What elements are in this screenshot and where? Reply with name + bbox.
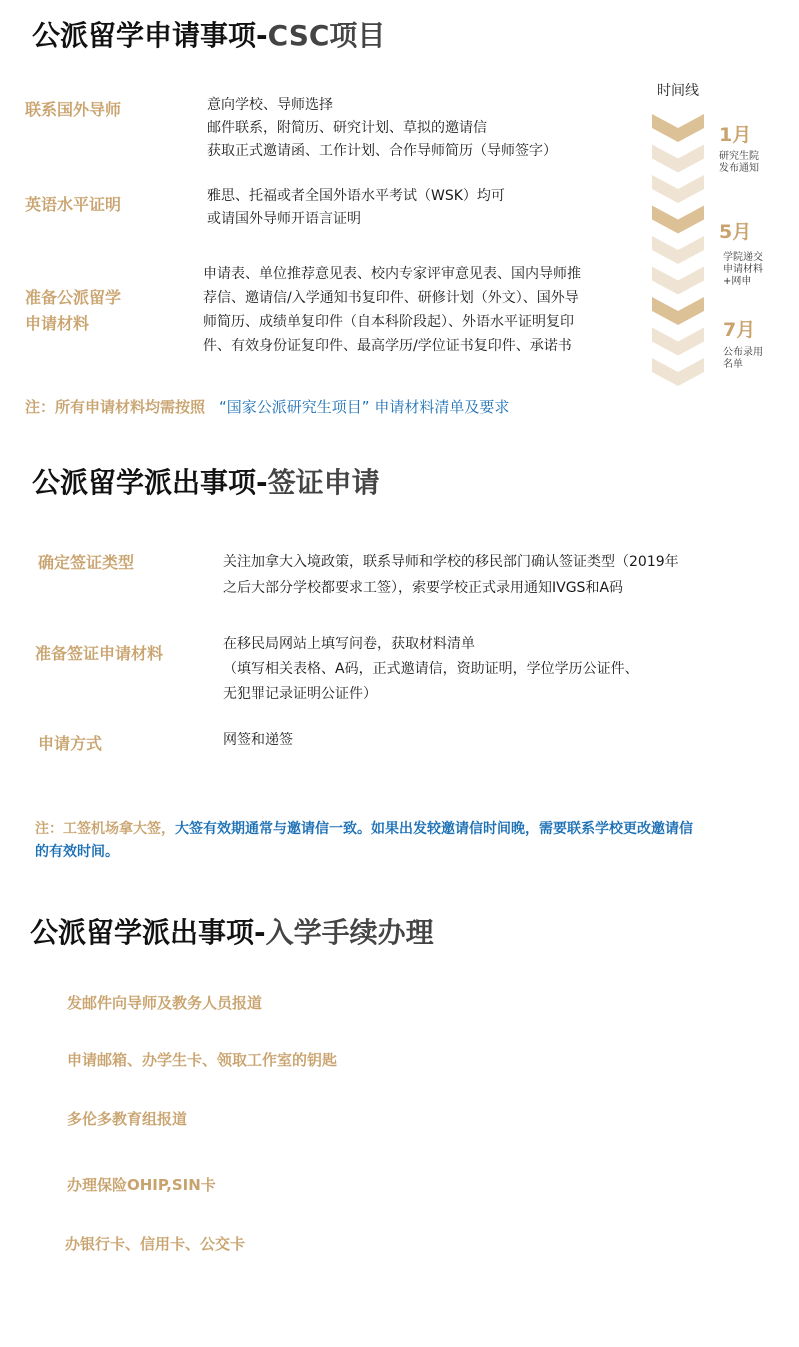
section1-note: 注：所有申请材料均需按照 “国家公派研究生项目” 申请材料清单及要求: [25, 398, 510, 416]
enroll-step-4: 办理保险OHIP,SIN卡: [67, 1176, 216, 1194]
timeline-chevron: [652, 297, 704, 325]
enroll-step-1: 发邮件向导师及教务人员报道: [67, 994, 263, 1012]
apply-method-text: 网签和递签: [223, 732, 293, 748]
section2-title: 公派留学派出事项-签证申请: [32, 466, 380, 499]
visa-materials-text: 在移民局网站上填写问卷，获取材料清单 （填写相关表格、A码，正式邀请信，资助证明，学位学历公证件、 无犯罪记录证明公证件）: [223, 636, 639, 702]
timeline-chevron: [652, 236, 704, 264]
section2-note: 注：工签机场拿大签，大签有效期通常与邀请信一致。如果出发较邀请信时间晚，需要联系学校更改邀请信 的有效时间。: [35, 821, 693, 860]
label-english-proof: 英语水平证明: [25, 195, 122, 214]
timeline-chevron: [652, 358, 704, 386]
timeline-chevron: [652, 206, 704, 234]
timeline-month-5: 5月: [719, 221, 752, 243]
enroll-step-3: 多伦多教育组报道: [67, 1110, 188, 1128]
prepare-materials-text: 申请表、单位推荐意见表、校内专家评审意见表、国内导师推 荐信、邀请信/入学通知书复印件、研修计划（外文）、国外导 师简历、成绩单复印件（自本科阶段起）、外语水平证明复印 件、有效身份证复印件、最高学历/学位证书复印件、承诺书: [203, 266, 581, 354]
timeline-chevron: [652, 114, 704, 142]
label-visa-materials: 准备签证申请材料: [35, 644, 164, 663]
label-contact-advisor: 联系国外导师: [25, 100, 122, 119]
timeline-month-1: 1月: [719, 124, 752, 146]
timeline-chevrons: [650, 110, 710, 390]
contact-advisor-text: 意向学校、导师选择 邮件联系，附简历、研究计划、草拟的邀请信 获取正式邀请函、工作计划、合作导师简历（导师签字）: [207, 97, 557, 159]
timeline-chevron: [652, 267, 704, 295]
section3-title: 公派留学派出事项-入学手续办理: [30, 916, 434, 949]
timeline-chevron: [652, 328, 704, 356]
timeline-desc-7: 公布录用 名单: [723, 347, 763, 370]
label-visa-type: 确定签证类型: [38, 553, 135, 572]
visa-type-text: 关注加拿大入境政策，联系导师和学校的移民部门确认签证类型（2019年 之后大部分学校都要求工签），索要学校正式录用通知IVGS和A码: [223, 554, 679, 596]
english-proof-text: 雅思、托福或者全国外语水平考试（WSK）均可 或请国外导师开语言证明: [207, 188, 505, 227]
enroll-step-2: 申请邮箱、办学生卡、领取工作室的钥匙: [67, 1051, 338, 1069]
timeline-month-7: 7月: [723, 319, 756, 341]
section1-title: 公派留学申请事项-CSC项目: [32, 19, 386, 52]
timeline-chevron: [652, 175, 704, 203]
timeline-chevron: [652, 145, 704, 173]
timeline-title: 时间线: [657, 83, 699, 99]
enroll-step-5: 办银行卡、信用卡、公交卡: [65, 1235, 246, 1253]
timeline-desc-1: 研究生院 发布通知: [719, 151, 759, 174]
timeline-desc-5: 学院递交 申请材料 +网申: [723, 252, 763, 287]
label-apply-method: 申请方式: [38, 734, 103, 753]
label-prepare-materials: 准备公派留学 申请材料: [25, 288, 122, 333]
